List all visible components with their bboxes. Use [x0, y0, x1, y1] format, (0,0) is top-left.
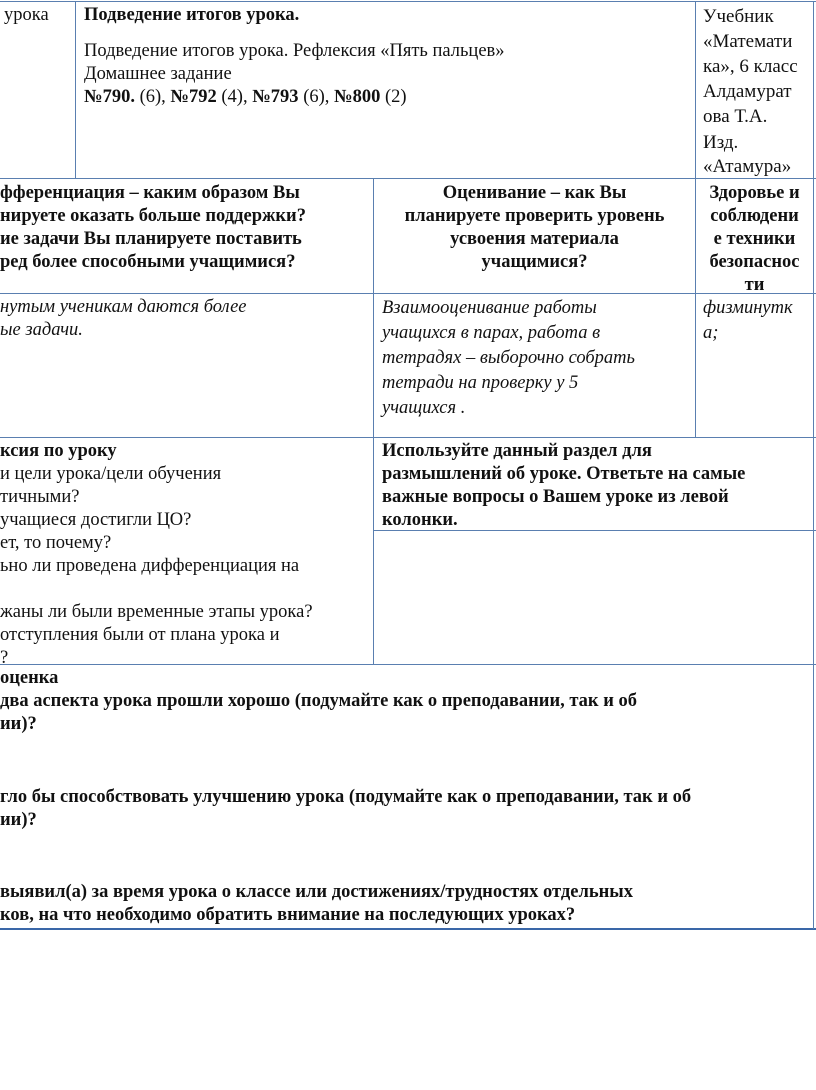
task-count: (6), [134, 87, 171, 107]
reflection-question: и цели урока/цели обучения [0, 464, 222, 484]
col-rule-b [695, 1, 696, 178]
publisher-line: Изд. [703, 132, 739, 153]
task-number: №793 [252, 87, 299, 107]
col-rule-a [75, 1, 76, 178]
header-line: Здоровье и [709, 183, 800, 203]
content-health [703, 296, 793, 346]
reflection-questions [0, 440, 313, 670]
question-line: ков, на что необходимо обратить внимание на последующих уроках? [0, 905, 576, 925]
content-line: тетрадях – выборочно собрать [382, 348, 635, 368]
content-differentiation [0, 296, 247, 342]
reflection-heading: ксия по уроку [0, 441, 117, 461]
content-line: физминутк [703, 298, 793, 318]
instruction-line: размышлений об уроке. Ответьте на самые [382, 464, 746, 484]
header-health [696, 182, 813, 297]
header-differentiation [0, 182, 306, 274]
instruction-line: колонки. [382, 510, 458, 530]
reflection-question [0, 578, 313, 601]
content-assessment [382, 296, 635, 421]
header-line: ред более способными учащимися? [0, 252, 296, 272]
header-assessment [374, 182, 695, 274]
rule-top [0, 1, 816, 2]
content-line: учащихся . [382, 398, 466, 418]
content-line: а; [703, 323, 719, 343]
instruction-line: важные вопросы о Вашем уроке из левой [382, 487, 729, 507]
overall-question-3 [0, 881, 633, 927]
homework-tasks [84, 86, 407, 109]
question-line: ии)? [0, 810, 37, 830]
overall-heading: оценка [0, 668, 59, 688]
question-line: выявил(а) за время урока о классе или достижениях/трудностях отдельных [0, 882, 633, 902]
content-line: учащихся в парах, работа в [382, 323, 601, 343]
question-line: два аспекта урока прошли хорошо (подумайте как о преподавании, так и об [0, 691, 637, 711]
task-number: №800 [334, 87, 381, 107]
resource-line: ова Т.А. [703, 106, 768, 127]
reflection-question: жаны ли были временные этапы урока? [0, 602, 313, 622]
header-line: нируете оказать больше поддержки? [0, 206, 306, 226]
homework-label: Домашнее задание [84, 64, 232, 84]
summary-title: Подведение итогов урока. [84, 5, 300, 25]
header-line: фференциация – каким образом Вы [0, 183, 300, 203]
content-line: ые задачи. [0, 320, 83, 340]
overall-question-2 [0, 786, 691, 832]
rule-content-bottom [0, 437, 816, 438]
rule-row1-bottom [0, 178, 816, 179]
rule-headers-bottom [0, 293, 816, 294]
header-line: соблюдени [710, 206, 799, 226]
header-line: ти [744, 275, 765, 295]
reflection-question: учащиеся достигли ЦО? [0, 510, 192, 530]
question-line: ии)? [0, 714, 37, 734]
resource-line: Учебник [703, 6, 774, 27]
task-number: №790. [84, 87, 135, 107]
header-line: усвоения материала [450, 229, 619, 249]
header-line: Оценивание – как Вы [442, 183, 627, 203]
header-line: е техники [713, 229, 796, 249]
task-count: (4), [216, 87, 253, 107]
instruction-line: Используйте данный раздел для [382, 441, 652, 461]
header-line: учащимися? [481, 252, 588, 272]
col-rule-right [813, 1, 814, 929]
rule-table-bottom [0, 928, 816, 930]
header-line: безопаснос [709, 252, 800, 272]
content-line: тетради на проверку у 5 [382, 373, 579, 393]
resource-publisher [703, 131, 791, 179]
reflection-question: тичными? [0, 487, 80, 507]
content-line: нутым ученикам даются более [0, 297, 247, 317]
reflection-instructions [382, 440, 745, 532]
header-line: ие задачи Вы планируете поставить [0, 229, 302, 249]
header-line: планируете проверить уровень [404, 206, 665, 226]
resource-line: «Математи [703, 31, 793, 52]
reflection-question: ет, то почему? [0, 533, 112, 553]
resource-line: ка», 6 класс [703, 56, 798, 77]
resource-textbook [703, 4, 798, 129]
reflection-question: отступления были от плана урока и [0, 625, 280, 645]
question-line: гло бы способствовать улучшению урока (подумайте как о преподавании, так и об [0, 787, 692, 807]
reflection-question: ьно ли проведена дифференциация на [0, 556, 300, 576]
resource-line: Алдамурат [703, 81, 792, 102]
publisher-line: «Атамура» [703, 156, 792, 177]
overall-question-1 [0, 690, 637, 736]
reflection-question: ? [0, 648, 9, 668]
reflection-answer-area[interactable] [380, 536, 806, 658]
task-count: (6), [298, 87, 335, 107]
task-number: №792 [170, 87, 217, 107]
stage-label-fragment: урока [4, 5, 49, 25]
task-count: (2) [380, 87, 407, 107]
reflection-line: Подведение итогов урока. Рефлексия «Пять пальцев» [84, 41, 505, 61]
content-line: Взаимооценивание работы [382, 298, 597, 318]
